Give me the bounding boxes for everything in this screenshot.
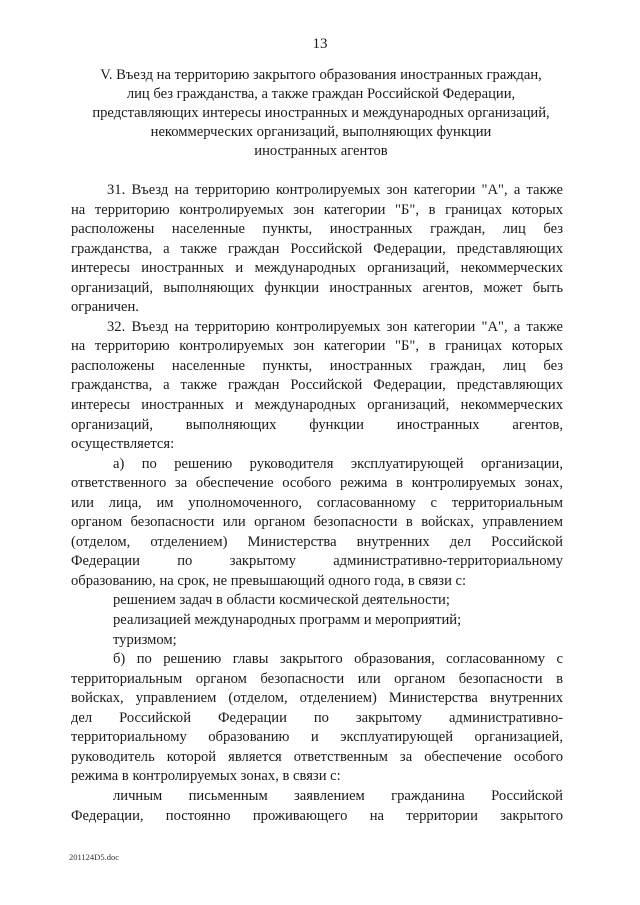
text-line: а) по решению руководителя эксплуатирующей организации, xyxy=(113,455,563,472)
text-line: гражданства, а также граждан Российской Федерации, представляющих xyxy=(71,377,563,394)
list-item xyxy=(71,591,563,611)
text-line: дел Российской Федерации по закрытому административно- xyxy=(71,709,563,726)
text-line: или лица, им уполномоченного, согласованному с территориальным xyxy=(71,494,563,511)
text-line: расположены населенные пункты, иностранных граждан, лиц без xyxy=(71,221,563,238)
text-line: организаций, выполняющих функции иностранных агентов, может быть xyxy=(71,279,563,296)
text-line: войсках, управлением (отделом, отделением) Министерства внутренних xyxy=(71,690,563,707)
text-line: ответственного за обеспечение особого режима в контролируемых зонах, xyxy=(71,475,563,492)
text-line: реализацией международных программ и мероприятий; xyxy=(113,612,462,629)
text-line: Федерации, постоянно проживающего на территории закрытого xyxy=(71,807,563,824)
text-line: б) по решению главы закрытого образования, согласованному с xyxy=(113,651,563,668)
text-line: 31. Въезд на территорию контролируемых зон категории "А", а также xyxy=(107,182,563,198)
paragraph-32 xyxy=(71,318,563,455)
list-item xyxy=(71,631,563,651)
section-title-line: иностранных агентов xyxy=(254,143,388,159)
subparagraph-b xyxy=(71,650,563,787)
section-title-line: представляющих интересы иностранных и международных организаций, xyxy=(92,105,550,121)
text-line: осуществляется: xyxy=(71,436,175,453)
text-line: режима в контролируемых зонах, в связи с: xyxy=(71,768,341,785)
footer-document-code: 201124D5.doc xyxy=(69,852,119,862)
document-body xyxy=(71,181,563,826)
text-line: туризмом; xyxy=(113,631,177,648)
text-line: организаций, выполняющих функции иностранных агентов, xyxy=(71,416,563,433)
text-line: территориальному образованию и эксплуатирующей организацией, xyxy=(71,729,563,746)
text-line: 32. Въезд на территорию контролируемых зон категории "А", а также xyxy=(107,318,563,335)
list-item xyxy=(71,611,563,631)
text-line: ограничен. xyxy=(71,299,139,316)
section-title-line: V. Въезд на территорию закрытого образования иностранных граждан, xyxy=(100,67,542,83)
paragraph-31 xyxy=(71,181,563,318)
text-line: решением задач в области космической деятельности; xyxy=(113,592,450,609)
text-line: расположены населенные пункты, иностранных граждан, лиц без xyxy=(71,357,563,374)
text-line: (отделом, отделением) Министерства внутренних дел Российской xyxy=(71,533,563,550)
list-item xyxy=(71,787,563,826)
section-title-line: некоммерческих организаций, выполняющих функции xyxy=(150,124,492,140)
page-number: 13 xyxy=(312,36,328,52)
text-line: Федерации по закрытому административно-территориальному xyxy=(71,553,563,570)
text-line: руководитель которой является ответственным за обеспечение особого xyxy=(71,748,563,765)
text-line: гражданства, а также граждан Российской Федерации, представляющих xyxy=(71,240,563,257)
text-line: органом безопасности или органом безопасности в войсках, управлением xyxy=(71,514,563,531)
text-line: интересы иностранных и международных организаций, некоммерческих xyxy=(71,260,563,277)
text-line: на территорию контролируемых зон категории "Б", в границах которых xyxy=(71,338,563,355)
text-line: территориальным органом безопасности или органом безопасности в xyxy=(71,670,563,687)
text-line: личным письменным заявлением гражданина Российской xyxy=(113,787,563,804)
subparagraph-a xyxy=(71,455,563,592)
text-line: интересы иностранных и международных организаций, некоммерческих xyxy=(71,397,563,414)
section-title-line: лиц без гражданства, а также граждан Российской Федерации, xyxy=(126,86,516,102)
section-title xyxy=(60,66,582,161)
text-line: на территорию контролируемых зон категории "Б", в границах которых xyxy=(71,201,563,218)
text-line: образованию, на срок, не превышающий одного года, в связи с: xyxy=(71,572,467,589)
